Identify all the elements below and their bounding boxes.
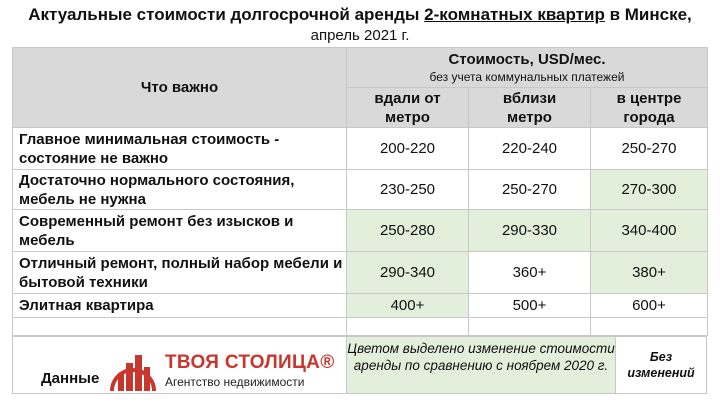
row-label: Достаточно нормального состояния, мебель не нужна (13, 170, 347, 210)
rent-price-table (12, 47, 708, 336)
price-cell-changed: 290-340 (347, 252, 469, 294)
price-header-note: без учета коммунальных платежей (429, 70, 625, 84)
price-cell-changed: 290-330 (469, 210, 591, 252)
table-row (13, 210, 708, 252)
table-row (13, 170, 708, 210)
price-cell-changed: 400+ (347, 294, 469, 318)
price-cell-changed: 340-400 (591, 210, 708, 252)
legend-note: Цветом выделено изменение стоимости аренды по сравнению с ноябрем 2020 г. (346, 337, 616, 393)
table-row (13, 128, 708, 170)
price-cell: 250-270 (591, 128, 708, 170)
price-cell: 200-220 (347, 128, 469, 170)
price-cell: 220-240 (469, 128, 591, 170)
price-cell-changed: 250-280 (347, 210, 469, 252)
legend-no-change: Без изменений (627, 350, 695, 380)
spacer-row (13, 318, 708, 336)
col-header-near-metro: вблизи метро (469, 88, 591, 128)
price-header (347, 48, 708, 88)
title-underlined: 2-комнатных квартир (424, 5, 605, 24)
table-row (13, 294, 708, 318)
col-header-far-metro: вдали от метро (347, 88, 469, 128)
price-cell: 500+ (469, 294, 591, 318)
col-header-what: Что важно (13, 48, 347, 128)
col-header-center: в центре города (591, 88, 708, 128)
data-source-label: Данные (41, 370, 100, 387)
row-label: Современный ремонт без изысков и мебель (13, 210, 347, 252)
table-row (13, 252, 708, 294)
footer (12, 336, 707, 394)
price-cell-changed: 270-300 (591, 170, 708, 210)
company-logo-subtitle: Агентство недвижимости (165, 375, 305, 389)
page-subtitle: апрель 2021 г. (310, 27, 410, 44)
price-cell: 250-270 (469, 170, 591, 210)
row-label: Отличный ремонт, полный набор мебели и бытовой техники (13, 252, 347, 294)
page-title (0, 4, 720, 26)
price-header-title: Стоимость, USD/мес. (448, 51, 606, 68)
price-cell: 230-250 (347, 170, 469, 210)
title-part-1: Актуальные стоимости долгосрочной аренды (28, 5, 425, 24)
company-logo-icon (108, 345, 158, 393)
company-logo-name: ТВОЯ СТОЛИЦА® (165, 352, 335, 373)
header-row-1 (13, 48, 708, 88)
price-cell-changed: 380+ (591, 252, 708, 294)
row-label: Элитная квартира (13, 294, 347, 318)
title-part-2: в Минске, (604, 5, 692, 24)
row-label: Главное минимальная стоимость - состояние не важно (13, 128, 347, 170)
price-cell: 360+ (469, 252, 591, 294)
price-cell: 600+ (591, 294, 708, 318)
